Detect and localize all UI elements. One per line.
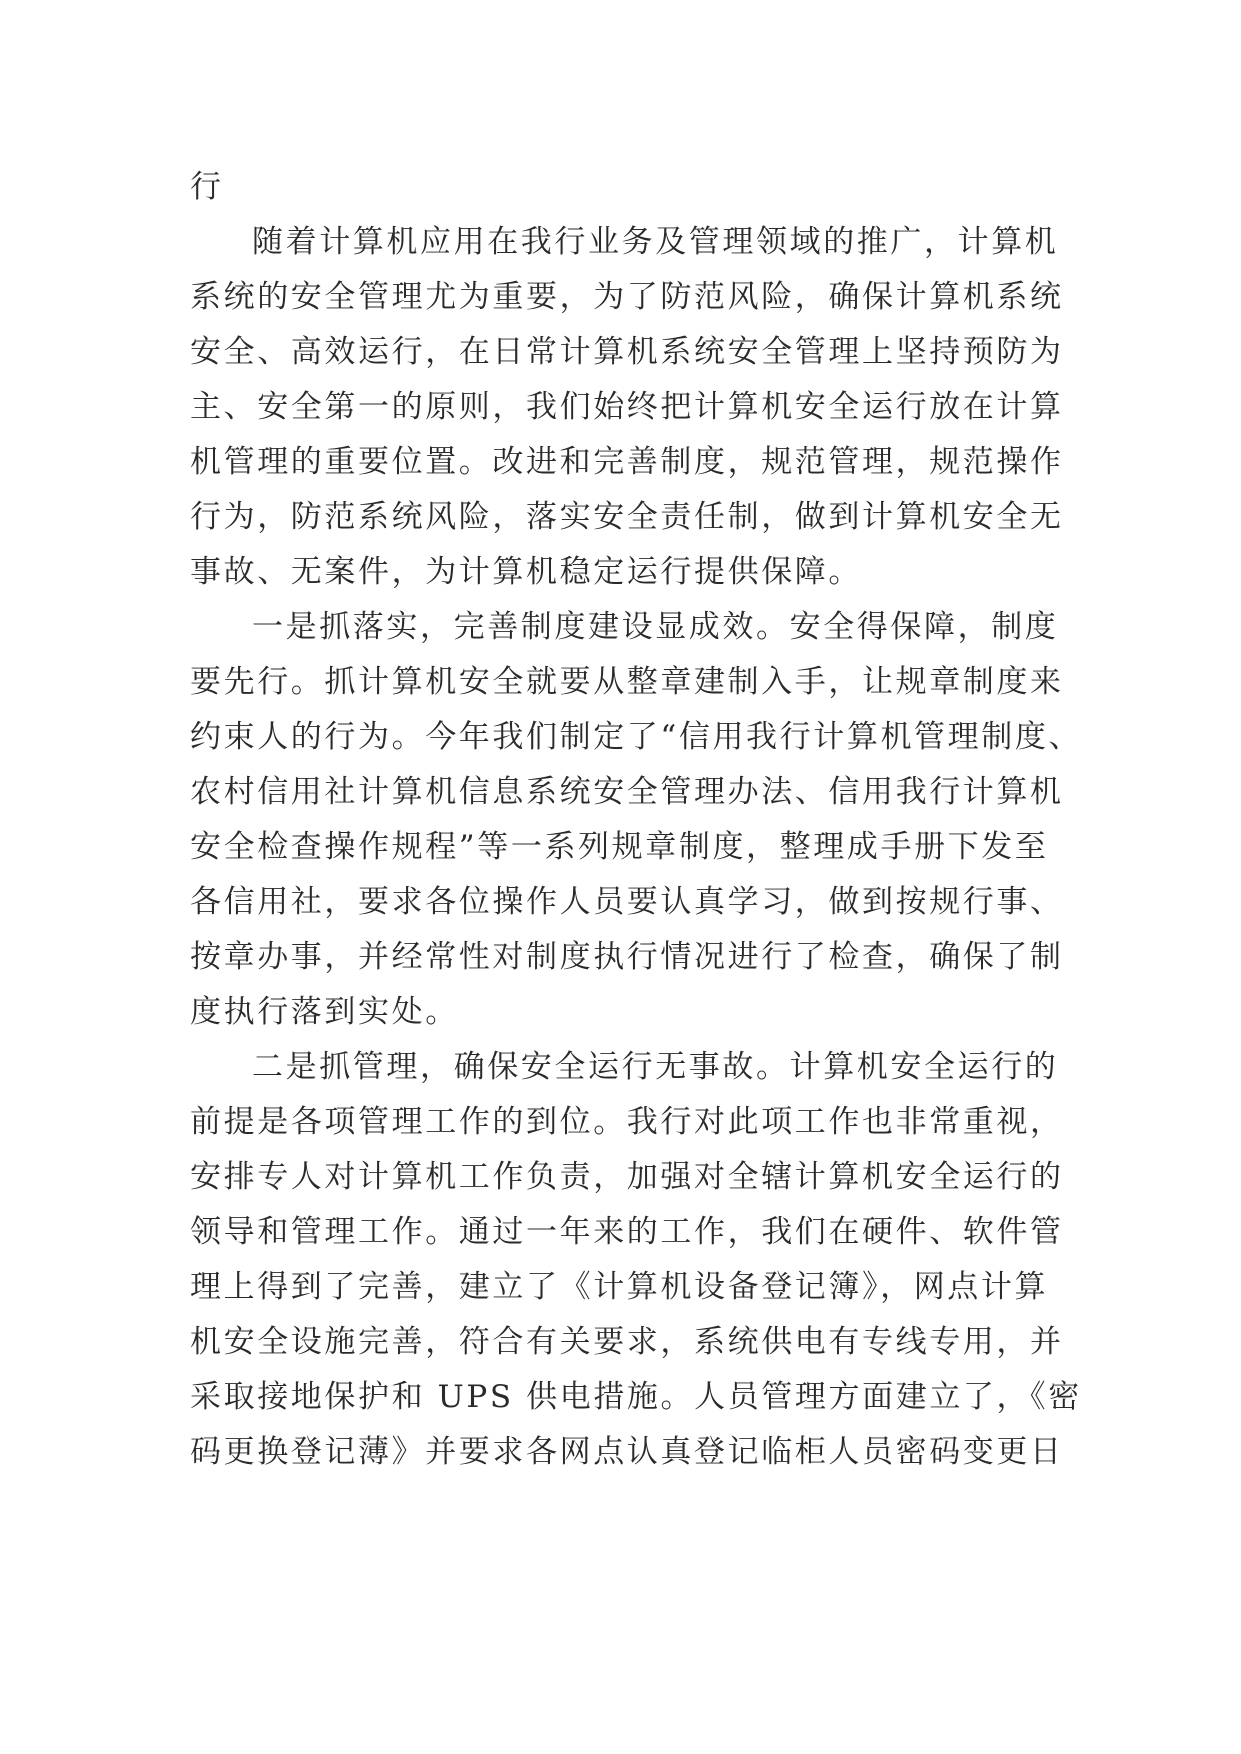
text-line-24: 码更换登记薄》并要求各网点认真登记临柜人员密码变更日 xyxy=(190,1434,1064,1470)
text-line-15: 按章办事，并经常性对制度执行情况进行了检查，确保了制 xyxy=(190,939,1064,975)
text-line-11: 约束人的行为。今年我们制定了“信用我行计算机管理制度、 xyxy=(190,719,1083,755)
text-line-17: 二是抓管理，确保安全运行无事故。计算机安全运行的 xyxy=(252,1049,1059,1085)
text-line-16: 度执行落到实处。 xyxy=(190,994,459,1030)
text-line-7: 行为，防范系统风险，落实安全责任制，做到计算机安全无 xyxy=(190,499,1064,535)
text-line-20: 领导和管理工作。通过一年来的工作，我们在硬件、软件管 xyxy=(190,1214,1064,1250)
text-line-10: 要先行。抓计算机安全就要从整章建制入手，让规章制度来 xyxy=(190,664,1064,700)
text-line-9: 一是抓落实，完善制度建设显成效。安全得保障，制度 xyxy=(252,609,1059,645)
text-line-1: 行 xyxy=(190,169,224,205)
text-line-14: 各信用社，要求各位操作人员要认真学习，做到按规行事、 xyxy=(190,884,1064,920)
text-line-5: 主、安全第一的原则，我们始终把计算机安全运行放在计算 xyxy=(190,389,1064,425)
text-line-4: 安全、高效运行，在日常计算机系统安全管理上坚持预防为 xyxy=(190,334,1064,370)
text-line-21: 理上得到了完善，建立了《计算机设备登记簿》，网点计算 xyxy=(190,1269,1049,1305)
text-line-3: 系统的安全管理尤为重要，为了防范风险，确保计算机系统 xyxy=(190,279,1064,315)
text-line-6: 机管理的重要位置。改进和完善制度，规范管理，规范操作 xyxy=(190,444,1064,480)
text-line-13: 安全检查操作规程”等一系列规章制度，整理成手册下发至 xyxy=(190,829,1049,865)
text-line-12: 农村信用社计算机信息系统安全管理办法、信用我行计算机 xyxy=(190,774,1064,810)
text-line-23: 采取接地保护和 UPS 供电措施。人员管理方面建立了，《密 xyxy=(190,1379,1082,1415)
text-line-19: 安排专人对计算机工作负责，加强对全辖计算机安全运行的 xyxy=(190,1159,1064,1195)
text-line-18: 前提是各项管理工作的到位。我行对此项工作也非常重视， xyxy=(190,1104,1064,1140)
text-line-8: 事故、无案件，为计算机稳定运行提供保障。 xyxy=(190,554,862,590)
text-line-2: 随着计算机应用在我行业务及管理领域的推广，计算机 xyxy=(252,224,1059,260)
text-line-22: 机安全设施完善，符合有关要求，系统供电有专线专用，并 xyxy=(190,1324,1064,1360)
